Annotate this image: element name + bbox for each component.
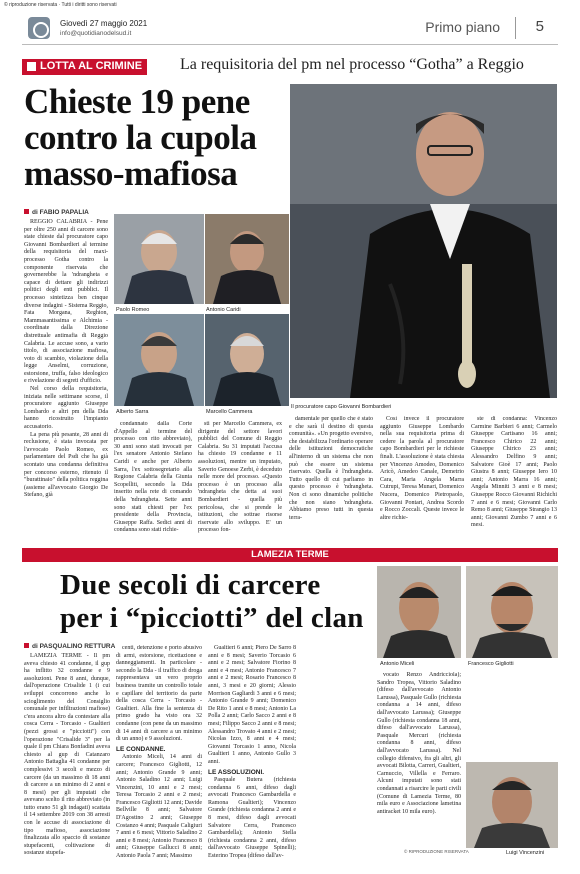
paragraph: Antonio Miceli, 14 anni di carcere; Francesco Gigliotti, 12 anni; Antonio Grande 9 anni; Antonio Saladino 12 anni; Luigi Vincenzini, 10 anni e 2 mesi; Teresa Torcasio 2 anni e 2 mesi; Francesco Gigliotti 12 anni; Davide Bellville 8 anni; Salvatore D'Agostino 2 anni; Giuseppe Costanzo 4 anni; Pasquale Caligiuri 7 anni e 6 mesi; Vittorio Saladino 2 anni e 8 mesi; Antonio Francesco 8 anni; Giuseppe Gallucci 8 anni; Antonio Paola 7 anni; Massimo <box>116 754 202 860</box>
paragraph: La pena più pesante, 28 anni di reclusione, è stata invocata per l'avvocato Paolo Romeo, ex parlamentare del Psdi che ha già scontato una condanna definitiva per concorso esterno, ritenuto il "burattinaio" della politica reggina (assieme all'avvocato Giorgio De Stefano, già <box>24 431 108 499</box>
headline-line: per i “picciotti” del clan <box>60 602 364 634</box>
caption-romeo: Paolo Romeo <box>116 307 150 313</box>
paragraph: damentale per quello che è stato e che sarà il destino di questa comunità». «Un progetto eversivo, che destabilizza l'ordinario operare delle istituzioni democratiche all'interno di un sistema che non può che essere un sistema riservato. Quella è l'ndrangheta. Tutto quello di cui parliamo in questo processo è 'ndrangheta. Non ci sono dinamiche politiche che non siano 'ndrangheta. Abbiamo preso tutti in questa terra- <box>289 416 373 521</box>
photo-cammera <box>205 314 289 406</box>
caption-vincenzini: Luigi Vincenzini <box>506 850 545 856</box>
headline-line: Chieste 19 pene <box>24 82 250 121</box>
reserved-notice: © RIPRODUZIONE RISERVATA <box>404 849 469 854</box>
article2-column-1 <box>24 653 110 868</box>
paragraph: centi, detenzione e porto abusivo di armi, estorsione, ricettazione e danneggiamenti. In particolare - secondo la Dda - il traffico di droga rappresentava un vero proprio business tramite un controllo totale e capillare del territorio da parte della cosca Cerra - Torcasio - Gualtieri. Alla fine la sentenza di primo grado ha visto ora 32 condanne (con pene da un massimo di 14 anni di carcere a un minimo di un anno) e 9 assoluzioni. <box>116 645 202 743</box>
photo-miceli <box>377 566 461 658</box>
article1-column-2 <box>114 421 192 541</box>
paragraph: Gualtieri 6 anni; Piero De Sarro 8 anni e 8 mesi; Saverio Torcasio 6 anni e 2 mesi; Salvatore Fiorino 8 anni e 4 mesi; Antonio Francesco 7 anni e 2 mesi; Rosario Francesco 8 anni, 3 mesi e 20 giorni; Alessio Morrison Gagliardi 3 anni e 6 mesi; Antonio Grande 9 anni; Domenico De Rito 1 anni e 8 mesi; Antonio La Polla 2 anni; Carlo Sacco 2 anni e 8 mesi; Filippo Sacco 2 anni e 8 mesi; Alessandro Trovato 4 anni e 2 mesi; Nicolas Izzo, 8 anni e 4 mesi; Giovanni Torcasio 1 anno, Nicola Gualtieri 1 anno, Antonio Gullo 3 anni. <box>208 645 296 765</box>
section-name: Primo piano <box>425 19 500 35</box>
paragraph: ste di condanna: Vincenzo Carmine Barbieri 6 anni; Carmelo Giuseppe Cartisano 16 anni; Francesco Chirico 22 anni; Giuseppe Chirico 23 anni; Alessandro Delfino 9 anni; Salvatore Gioè 17 anni; Paolo Giustra 8 anni; Giuseppe Iero 10 anni; Antonio Marra 16 anni; Angela Minniti 3 anni e 8 mesi; Giuseppe Rocco Giovanni Richichi 7 anni e 6 mesi; Giovanni Carlo Remo 8 anni; Giuseppe Strangio 13 anni; Giovanni Zumbo 7 anni e 6 mesi. <box>471 416 557 529</box>
article1-kicker-row <box>22 56 558 78</box>
caption-cammera: Marcello Cammera <box>206 409 253 415</box>
paragraph: Così invece il procuratore aggiunto Giuseppe Lombardo nella sua requisitoria prima di cedere la parola al procuratore capo Bombardieri per le richieste finali. L'assoluzione è stata chiesta per Vincenzo Amodeo, Domenico Aricò, Amedeo Canale, Demetrio Cara, Maria Angela Marra Cutrupi, Teresa Munari, Domenico Nucera, Domenico Pietropaolo, Giovanni Pontari, Andrea Scordo e Rocco Zoccali. Queste invece le altre richie- <box>380 416 464 521</box>
article2-column-4 <box>377 672 461 848</box>
article1-column-5 <box>380 416 464 541</box>
page-number: 5 <box>535 18 544 35</box>
paragraph: Nel corso della requisitoria, iniziata nelle settimane scorse, il procuratore aggiunto Giuseppe Lombardo e altri pm della Dda hanno ricostruito l'impianto accusatorio. <box>24 386 108 431</box>
article1-column-4 <box>289 416 373 541</box>
caption-gigliotti: Francesco Gigliotti <box>468 661 514 667</box>
article2-column-2 <box>116 645 202 868</box>
photo-caridi <box>205 214 289 304</box>
article2-section-bar <box>22 548 558 562</box>
photo-sarra <box>114 314 204 406</box>
headline-line: masso-mafiosa <box>24 154 238 193</box>
article1-headline <box>24 84 294 192</box>
photo-romeo <box>114 214 204 304</box>
copyright-line: © riproduzione riservata · Tutti i diritti sono riservati <box>4 2 117 8</box>
article1-column-6 <box>471 416 557 541</box>
caption-caridi: Antonio Caridi <box>206 307 241 313</box>
paragraph: vocato Renzo Andricciola); Sandro Tropea, Vittorio Saladino (difeso dall'avvocato Antonio Larussa), Pasquale Gullo (richiesta condanna a 14 anni, difeso dall'avvocato Larussa); Giuseppe Gullo (richiesta condanna 18 anni, difeso dall'avvocato Larussa), Pasquale Mercuri (richiesta condanna 8 anni, difeso dall'avvocato Larussa). Nel collegio difensivo, fra gli altri, gli avvocati Bilotta, Carreri, Gualtieri, Carnuccio, Villella e Ferraro. Alcuni imputati sono stati condannati a risarcire le parti civili (Comune di Lamezia Terme, 80 mila euro e Associazione lametina antiracket 10 mila euro). <box>377 672 461 815</box>
photo-vincenzini <box>466 762 558 848</box>
article1-subheadline: La requisitoria del pm nel processo “Gotha” a Reggio <box>180 56 524 73</box>
article2-byline: di PASQUALINO RETTURA <box>24 643 115 650</box>
caption-miceli: Antonio Miceli <box>380 661 415 667</box>
subheading-condanne: LE CONDANNE. <box>116 745 166 753</box>
photo-bombardieri <box>290 84 557 398</box>
article2-column-3 <box>208 645 296 868</box>
article1-column-1 <box>24 219 108 539</box>
subheading-assoluzioni: LE ASSOLUZIONI. <box>208 768 265 776</box>
paragraph: Pasquale Butera (richiesta condanna 6 anni, difeso dagli avvocati Francesco Gambardella e Ramona Gualtieri); Vincenzo Grande (richiesta condanna 2 anni e 8 mesi, difeso dagli avvocati Salvatore Cerra, Francesco Gambardella); Antonio Stella (richiesta condanna 2 anni, difeso dall'avvocato Giuseppe Spinelli); Esterino Tropea (difeso dall'av- <box>208 777 296 860</box>
article1-column-3 <box>198 421 282 541</box>
paragraph: sti per Marcello Cammera, ex dirigente del settore lavori pubblici del Comune di Reggio Calabria. Su 31 imputati l'accusa ha chiesto 19 condanne e 11 assoluzioni, mentre un imputato, Saverio Genoese Zerbi, è deceduto nelle more del processo. «Questo processo è un processo alla 'ndrangheta che detta ai suoi Bombardieri - quella più pericolosa, che si prende le istituzioni, che sottrae risorse riservate allo sviluppo. E' un processo fon- <box>198 421 282 534</box>
caption-bombardieri: Il procuratore capo Giovanni Bombardieri <box>291 404 392 410</box>
contact-email: info@quotidianodelsud.it <box>60 30 132 37</box>
paragraph: REGGIO CALABRIA - Pene per oltre 250 anni di carcere sono state chieste dal procuratore capo Giovanni Bombardieri al termine della requisitoria del maxi-processo Gotha contro la componente riservata che governerebbe la 'ndrangheta e capace di dettare gli indirizzi politici degli enti pubblici. Il processo sintetizza ben cinque diverse indagini - Sistema Reggio, Fata Morgana, Reghion, Mammasantissima e Alchimia - coordinate dalla Direzione distrettuale antimafia di Reggio Calabria. Le accuse sono, a vario titolo, di associazione mafiosa, voto di scambio, violazione della legge Anselmi, corruzione, estorsione, truffa, falso ideologico e rivelazione di segreti d'ufficio. <box>24 219 108 385</box>
masthead-divider <box>515 17 516 39</box>
article1-byline: di FABIO PAPALIA <box>24 209 89 216</box>
article1-kicker: LOTTA AL CRIMINE <box>22 59 147 75</box>
headline-line: contro la cupola <box>24 118 257 157</box>
caption-sarra: Alberto Sarra <box>116 409 149 415</box>
issue-date: Giovedì 27 maggio 2021 <box>60 19 148 28</box>
paragraph: condannato dalla Corte d'Appello al termine del processo con rito abbreviato), 30 anni sono stati invocati per l'ex senatore Antonio Stefano Caridi e anche per Alberto Sarra, l'ex sottosegretario alla Regione Calabria della Giunta Scopelliti, secondo la Dda inserito nella rete di comando della 'ndrangheta. Sette anni sono stati chiesti per l'ex presidente della Provincia, Giuseppe Raffa. Sedici anni di condanna sono stati richie- <box>114 421 192 534</box>
headline-line: Due secoli di carcere <box>60 569 321 601</box>
article2-section-label: LAMEZIA TERME <box>251 549 329 560</box>
newspaper-logo-icon <box>28 17 50 39</box>
photo-gigliotti <box>466 566 558 658</box>
masthead <box>22 11 558 45</box>
paragraph: LAMEZIA TERME - Il pm aveva chiesto 41 condanne, il gup ha inflitto 32 condanne e 9 assoluzioni. Pene 8 anni, dunque, dall'operazione Crisalide 1 (i cui sviluppi concorrono anche lo scioglimento del Consiglio comunale per infiltrazioni mafiose) c'era ancora altro da contestare alla cosca Cerra - Torcasio - Gualtieri (pezzi grossi e "picciotti") con l'operazione "Crisalide 3" per la quale il pm Chiara Bonfadini aveva chiesto al gup di Catanzaro Antonio Battaglia 41 condanne per complessivi 3 secoli e mezzo di carcere (da un massimo di 18 anni di carcere a un minimo di 2 anni e 8 mesi) per gli imputati che avevano scelto il rito abbreviato (in tutto erano 51 gli indagati) scattata il 14 settembre 2019 con 38 arresti con le accuse di associazione di tipo mafioso, associazione finalizzata allo spaccio di sostanze stupefacenti, coltivazione di sostanze stupefa- <box>24 653 110 857</box>
